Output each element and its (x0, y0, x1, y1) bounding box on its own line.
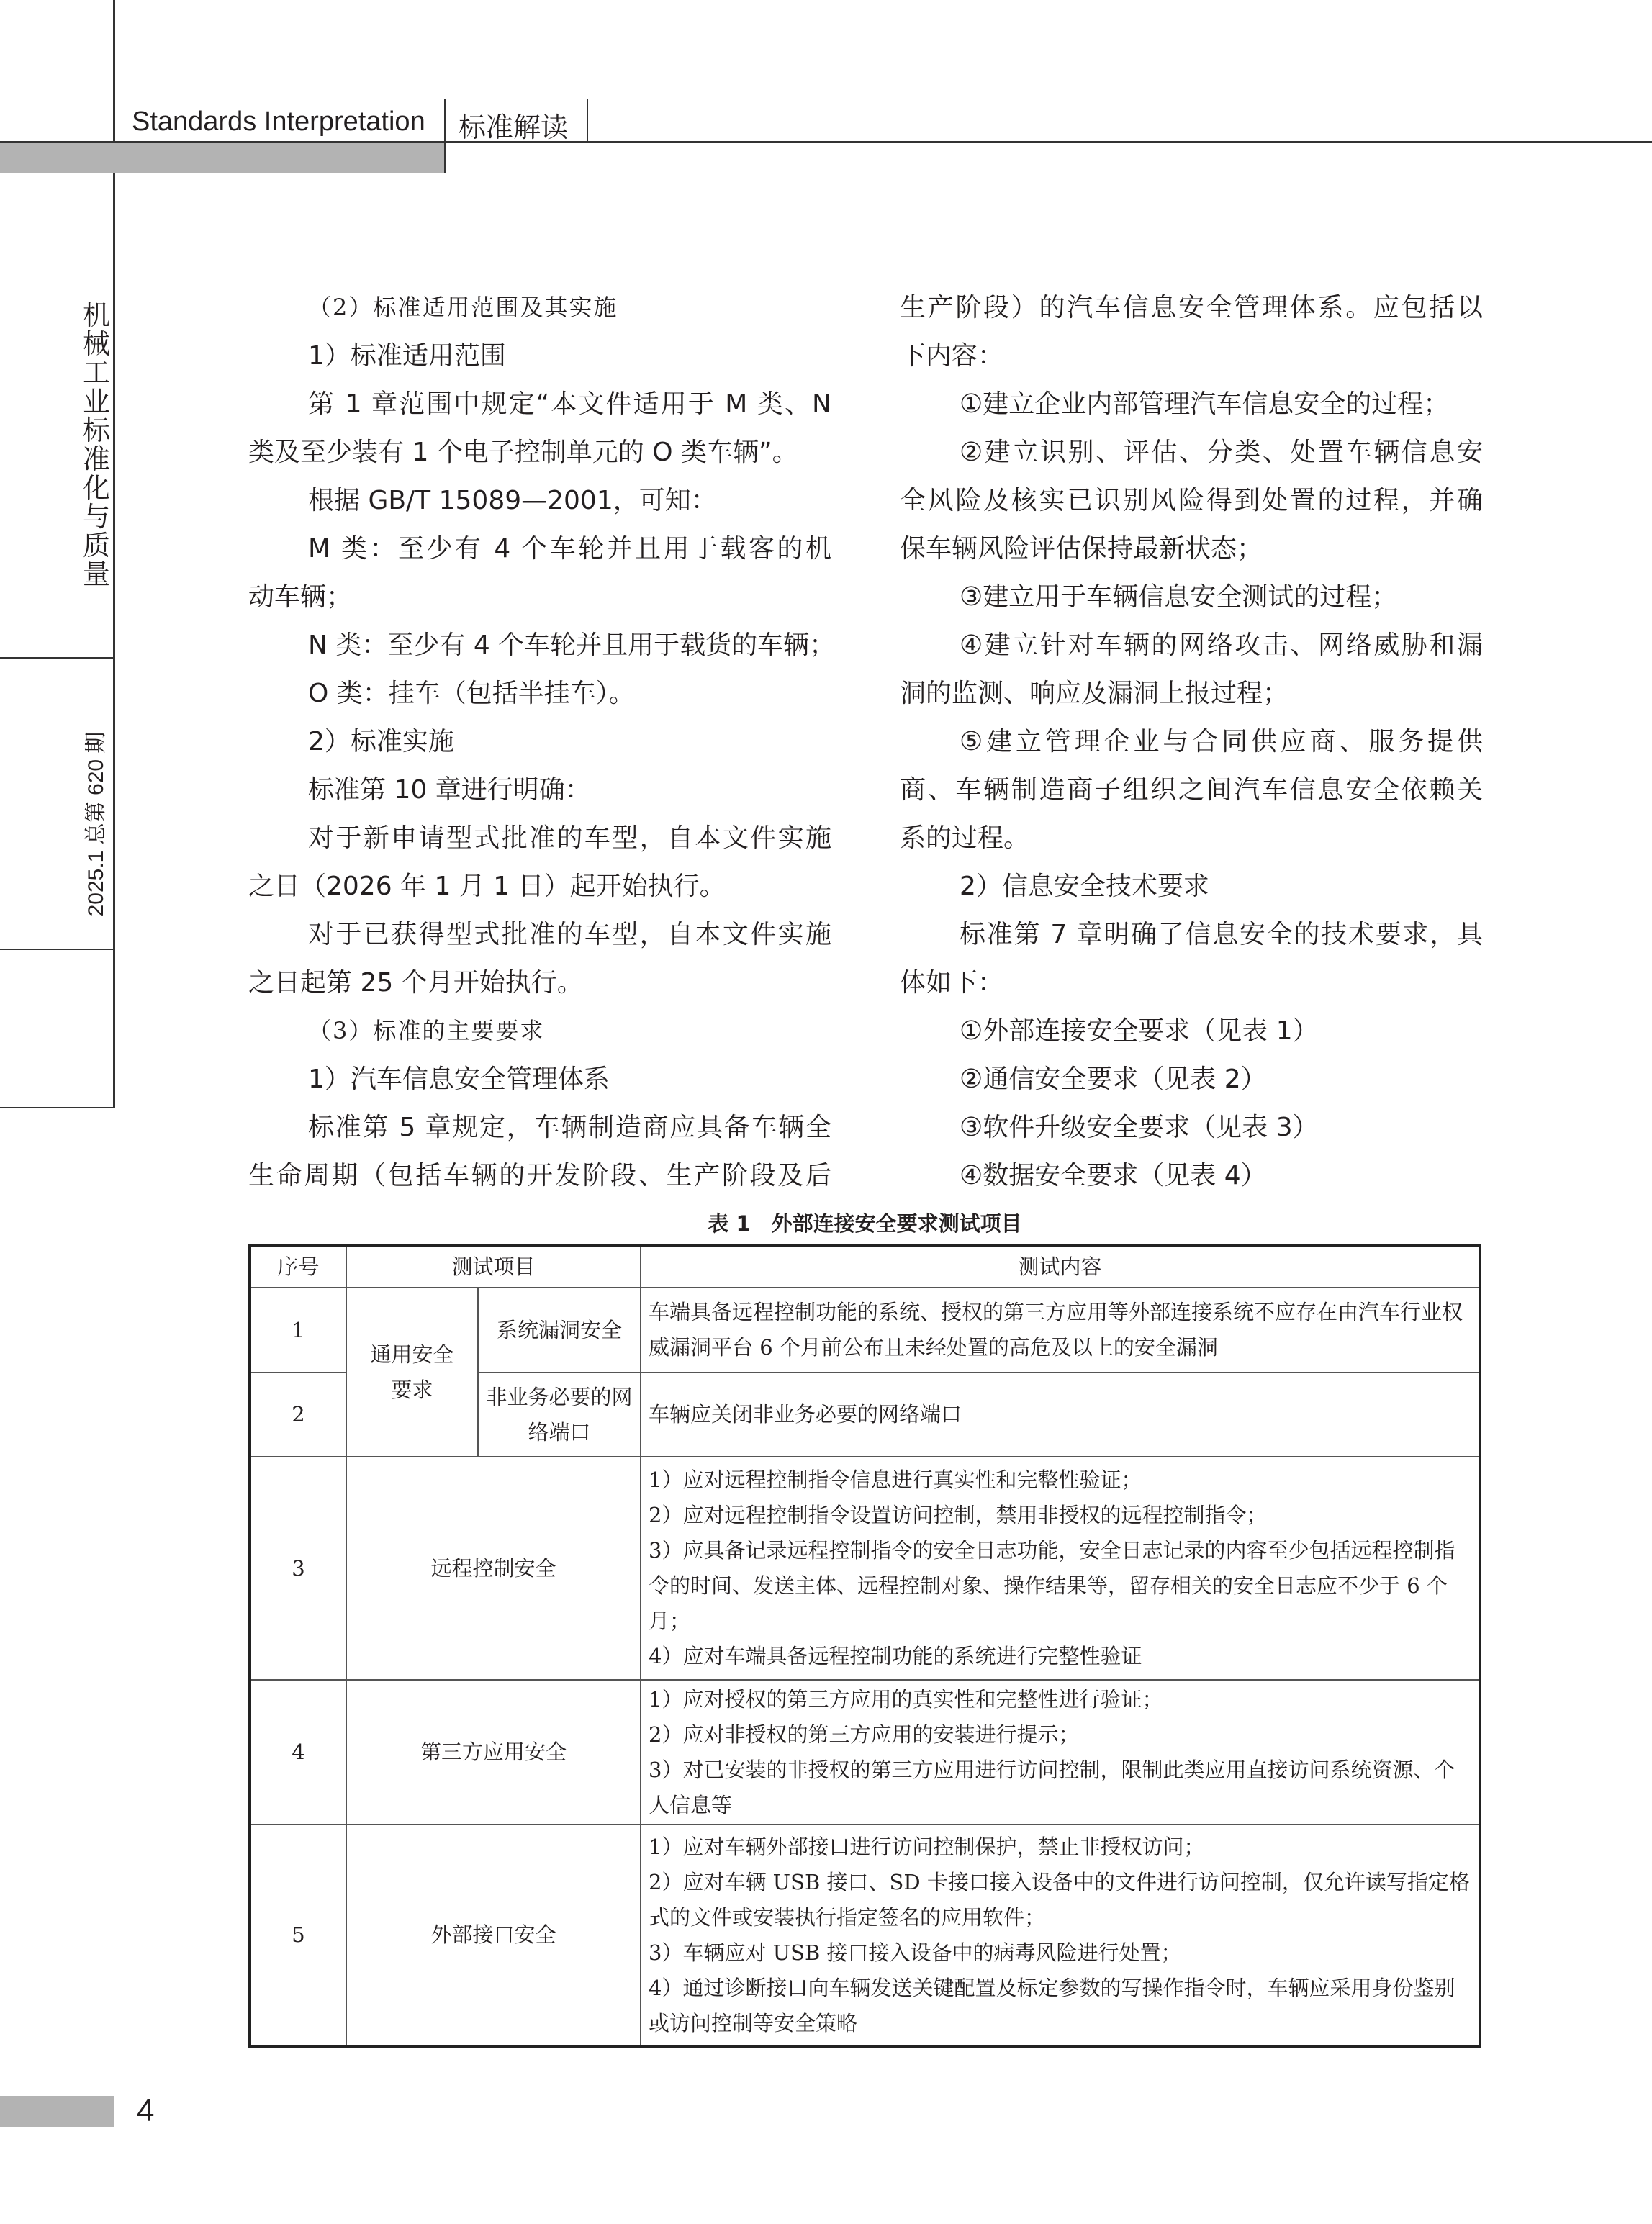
header-divider (444, 99, 446, 173)
content-line: 4）应对车端具备远程控制功能的系统进行完整性验证 (649, 1644, 1142, 1668)
row-content: 车辆应关闭非业务必要的网络端口 (641, 1373, 1480, 1457)
text-line: ③软件升级安全要求（见表 3） (960, 1113, 1319, 1142)
text-line: 商、车辆制造商子组织之间汽车信息安全依赖关 (900, 775, 1483, 805)
content-line: 1）应对授权的第三方应用的真实性和完整性进行验证； (649, 1686, 1163, 1712)
header-gray-bar (0, 143, 445, 173)
table-caption: 表 1 外部连接安全要求测试项目 (708, 1211, 1022, 1236)
footer-gray-bar (0, 2096, 114, 2127)
text-line: 2）信息安全技术要求 (960, 872, 1209, 901)
row-item: 非业务必要的网络端口 (478, 1373, 641, 1457)
sidebar-rule (0, 949, 114, 950)
text-line: 之日起第 25 个月开始执行。 (248, 968, 583, 998)
row-item: 系统漏洞安全 (478, 1288, 641, 1373)
requirements-table (248, 1244, 1481, 2048)
section-title-en: Standards Interpretation (132, 107, 425, 137)
text-line: 系的过程。 (900, 823, 1030, 853)
text-line: ②建立识别、评估、分类、处置车辆信息安 (960, 438, 1483, 467)
text-line: ①建立企业内部管理汽车信息安全的过程； (960, 389, 1450, 419)
text-line: 生产阶段）的汽车信息安全管理体系。应包括以 (900, 293, 1483, 322)
text-line: 生命周期（包括车辆的开发阶段、生产阶段及后 (248, 1161, 831, 1190)
row-item: 远程控制安全 (346, 1457, 641, 1680)
content-line: 2）应对远程控制指令设置访问控制，禁用非授权的远程控制指令； (649, 1503, 1268, 1527)
page-number: 4 (137, 2093, 155, 2128)
body-column-right (900, 284, 1483, 1205)
header-no: 序号 (250, 1245, 346, 1288)
issue-label (78, 720, 109, 928)
row-no: 4 (250, 1680, 346, 1825)
text-line: 全风险及核实已识别风险得到处置的过程，并确 (900, 486, 1483, 515)
row-item: 外部接口安全 (346, 1825, 641, 2046)
row-content (641, 1680, 1480, 1825)
row-content (641, 1825, 1480, 2046)
text-line: ②通信安全要求（见表 2） (960, 1064, 1267, 1094)
header-item: 测试项目 (346, 1245, 641, 1288)
text-line: 之日（2026 年 1 月 1 日）起开始执行。 (248, 872, 726, 901)
table-row (250, 1288, 1480, 1373)
row-item: 第三方应用安全 (346, 1680, 641, 1825)
text-line: （2）标准适用范围及其实施 (308, 294, 618, 321)
row-no: 5 (250, 1825, 346, 2046)
text-line: 标准第 10 章进行明确： (308, 775, 591, 805)
text-line: 对于已获得型式批准的车型，自本文件实施 (308, 920, 831, 949)
content-line: 3）应具备记录远程控制指令的安全日志功能，安全日志记录的内容至少包括远程控制指令的时间、发送主体、远程控制对象、操作结果等，留存相关的安全日志应不少于 6 个月； (649, 1538, 1455, 1633)
text-line: 类及至少装有 1 个电子控制单元的 O 类车辆”。 (248, 438, 798, 467)
body-column-left (248, 284, 836, 1205)
text-line: ④数据安全要求（见表 4） (960, 1161, 1267, 1190)
text-line: M 类：至少有 4 个车轮并且用于载客的机 (308, 534, 831, 564)
text-line: 洞的监测、响应及漏洞上报过程； (900, 679, 1289, 708)
content-line: 1）应对远程控制指令信息进行真实性和完整性验证； (649, 1468, 1142, 1492)
row-content: 车端具备远程控制功能的系统、授权的第三方应用等外部连接系统不应存在由汽车行业权威漏洞平台 6 个月前公布且未经处置的高危及以上的安全漏洞 (641, 1288, 1480, 1373)
text-line: ③建立用于车辆信息安全测试的过程； (960, 582, 1398, 612)
text-line: 标准第 5 章规定，车辆制造商应具备车辆全 (308, 1113, 831, 1142)
group-label (346, 1288, 478, 1457)
row-no: 1 (250, 1288, 346, 1373)
header-content: 测试内容 (641, 1245, 1480, 1288)
content-line: 4）通过诊断接口向车辆发送关键配置及标定参数的写操作指令时，车辆应采用身份鉴别或访问控制等安全策略 (649, 1975, 1455, 2035)
content-line: 3）对已安装的非授权的第三方应用进行访问控制，限制此类应用直接访问系统资源、个人信息等 (649, 1757, 1455, 1817)
text-line: O 类：挂车（包括半挂车）。 (308, 679, 635, 708)
group-label-text: 通用安全要求 (370, 1342, 454, 1402)
text-line: 1）汽车信息安全管理体系 (308, 1064, 610, 1094)
content-line: 2）应对车辆 USB 接口、SD 卡接口接入设备中的文件进行访问控制，仅允许读写指定格式的文件或安装执行指定签名的应用软件； (649, 1869, 1470, 1930)
content-line: 2）应对非授权的第三方应用的安装进行提示； (649, 1722, 1080, 1747)
sidebar-rule (0, 1107, 114, 1108)
text-line: 保车辆风险评估保持最新状态； (900, 534, 1263, 564)
table-row (250, 1825, 1480, 2046)
text-line: 2）标准实施 (308, 727, 454, 756)
text-line: 动车辆； (248, 582, 353, 612)
text-line: 第 1 章范围中规定“本文件适用于 M 类、N (308, 389, 831, 419)
section-title-cn: 标准解读 (459, 112, 569, 143)
row-no: 3 (250, 1457, 346, 1680)
text-line: 对于新申请型式批准的车型，自本文件实施 (308, 823, 831, 853)
text-line: 下内容： (900, 341, 1004, 371)
row-no: 2 (250, 1373, 346, 1457)
text-line: 根据 GB/T 15089—2001，可知： (308, 486, 717, 515)
row-content (641, 1457, 1480, 1680)
content-line: 3）车辆应对 USB 接口接入设备中的病毒风险进行处置； (649, 1940, 1182, 1965)
content-line: 1）应对车辆外部接口进行访问控制保护，禁止非授权访问； (649, 1834, 1205, 1859)
table-row (250, 1457, 1480, 1680)
table-header-row (250, 1245, 1480, 1288)
issue-text: 2025.1 总第 620 期 (84, 731, 108, 917)
text-line: 体如下： (900, 968, 1004, 998)
sidebar-rule (0, 657, 114, 659)
text-line: 标准第 7 章明确了信息安全的技术要求，具 (960, 920, 1483, 949)
text-line: ①外部连接安全要求（见表 1） (960, 1016, 1319, 1046)
text-line: N 类：至少有 4 个车轮并且用于载货的车辆； (308, 630, 836, 660)
text-line: ⑤建立管理企业与合同供应商、服务提供 (960, 727, 1483, 756)
text-line: （3）标准的主要要求 (308, 1017, 545, 1044)
text-line: ④建立针对车辆的网络攻击、网络威胁和漏 (960, 630, 1483, 660)
table-row (250, 1680, 1480, 1825)
journal-title: 机械工业标准化与质量 (82, 299, 110, 590)
text-line: 1）标准适用范围 (308, 341, 506, 371)
header-divider (587, 99, 588, 142)
